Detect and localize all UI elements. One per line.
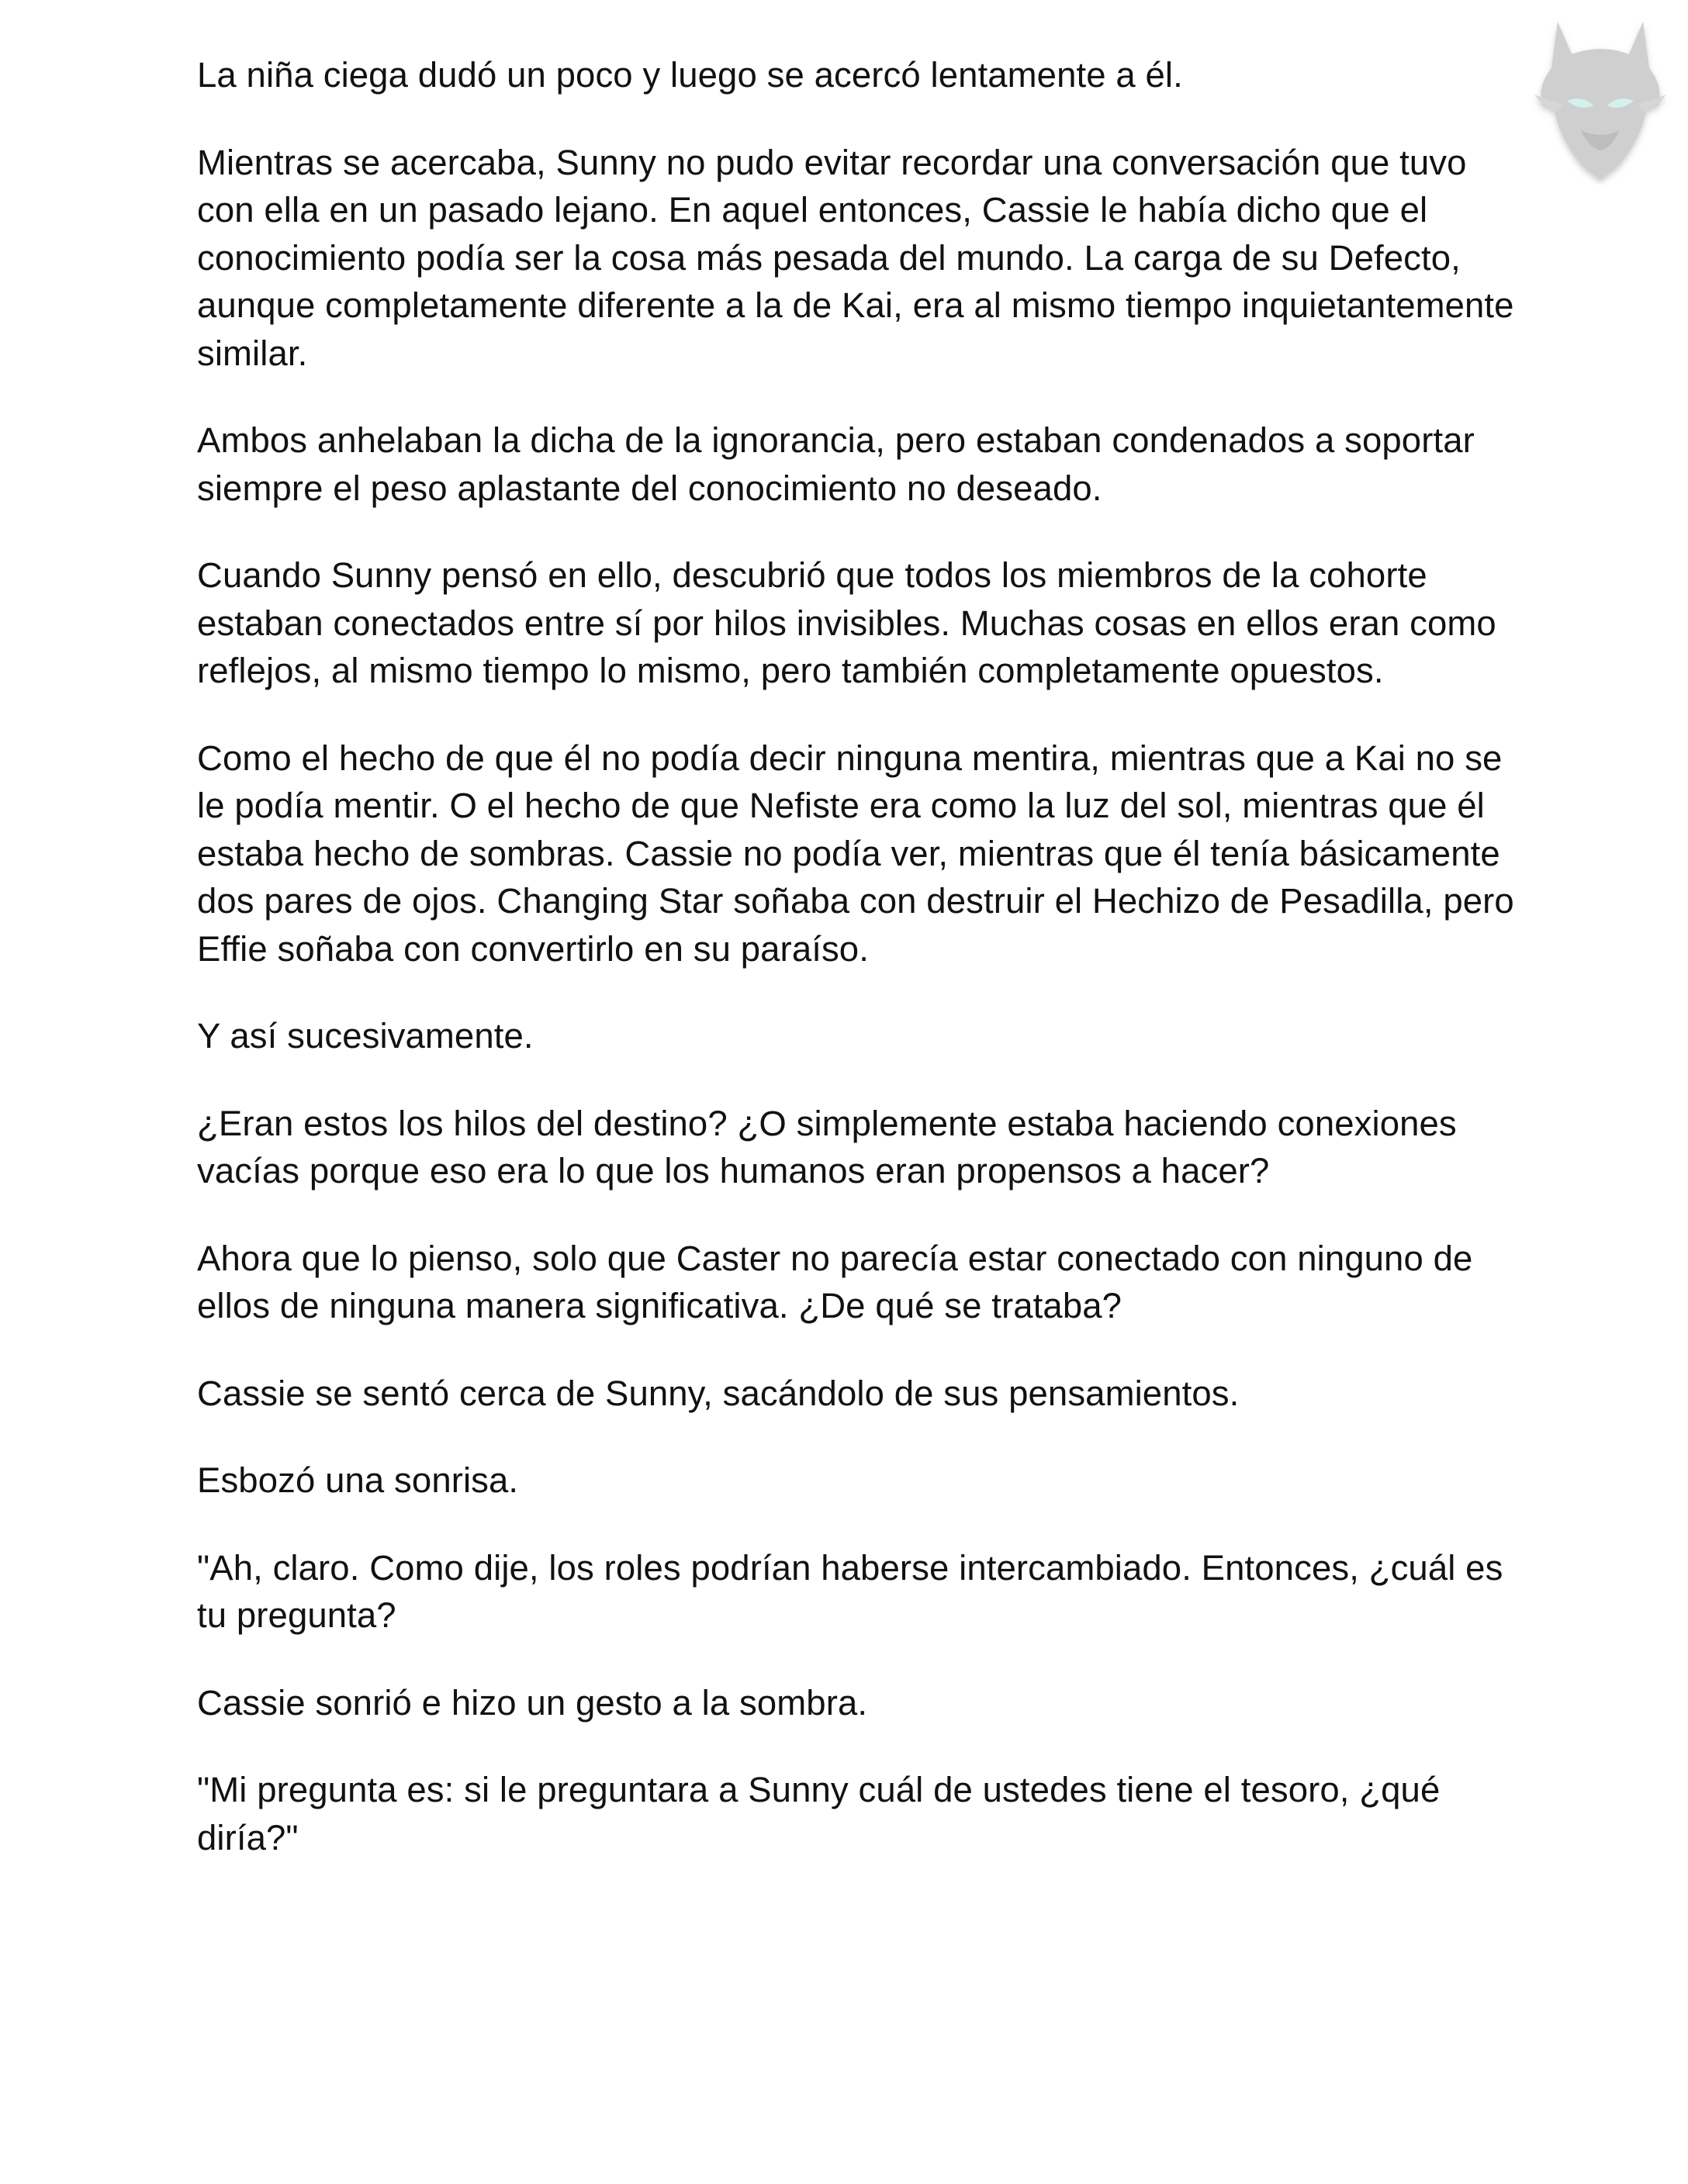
paragraph: Cuando Sunny pensó en ello, descubrió que todos los miembros de la cohorte estaban conectados entre sí por hilos invisibles. Muchas cosas en ellos eran como reflejos, al mismo tiempo lo mismo, pero también completamente opuestos. [197,555,1496,690]
paragraph: Cassie se sentó cerca de Sunny, sacándolo de sus pensamientos. [197,1373,1240,1413]
demon-head-icon [1527,14,1674,185]
paragraph: Como el hecho de que él no podía decir ninguna mentira, mientras que a Kai no se le podía mentir. O el hecho de que Nefiste era como la luz del sol, mientras que él estaba hecho de sombras. Cassie no podía ver, mientras que él tenía básicamente dos pares de ojos. Changing Star soñaba con destruir el Hechizo de Pesadilla, pero Effie soñaba con convertirlo en su paraíso. [197,738,1514,969]
paragraph: Ahora que lo pienso, solo que Caster no parecía estar conectado con ninguno de ellos de ninguna manera significativa. ¿De qué se trataba? [197,1238,1473,1325]
paragraph: Ambos anhelaban la dicha de la ignorancia, pero estaban condenados a soportar siempre el peso aplastante del conocimiento no deseado. [197,420,1475,508]
paragraph: La niña ciega dudó un poco y luego se acercó lentamente a él. [197,55,1183,95]
paragraph: Esbozó una sonrisa. [197,1460,519,1500]
paragraph: Y así sucesivamente. [197,1016,534,1056]
paragraph: "Ah, claro. Como dije, los roles podrían haberse intercambiado. Entonces, ¿cuál es tu pregunta? [197,1547,1503,1635]
document-body [197,51,1516,1901]
paragraph: Cassie sonrió e hizo un gesto a la sombra. [197,1682,868,1723]
paragraph: Mientras se acercaba, Sunny no pudo evitar recordar una conversación que tuvo con ella en un pasado lejano. En aquel entonces, Cassie le había dicho que el conocimiento podía ser la cosa más pesada del mundo. La carga de su Defecto, aunque completamente diferente a la de Kai, era al mismo tiempo inquietantemente similar. [197,142,1514,373]
paragraph: ¿Eran estos los hilos del destino? ¿O simplemente estaba haciendo conexiones vacías porque eso era lo que los humanos eran propensos a hacer? [197,1103,1457,1190]
paragraph: "Mi pregunta es: si le preguntara a Sunny cuál de ustedes tiene el tesoro, ¿qué diría?" [197,1770,1441,1857]
